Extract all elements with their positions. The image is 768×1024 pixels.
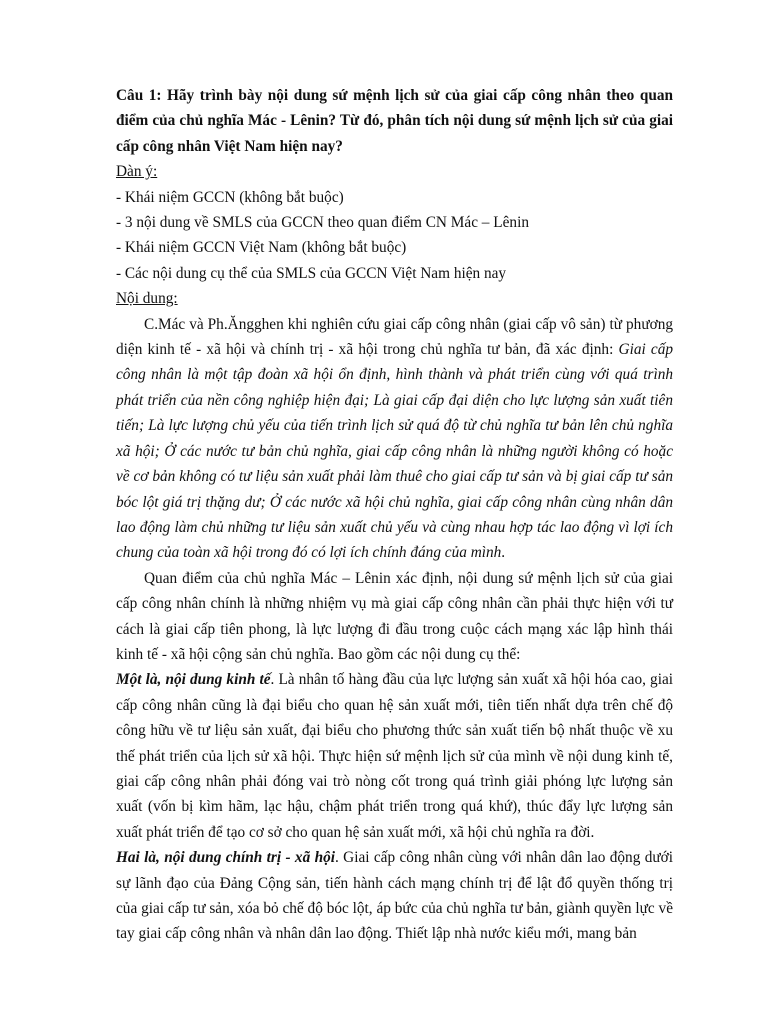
outline-item: - Các nội dung cụ thể của SMLS của GCCN Việt Nam hiện nay	[116, 264, 507, 282]
definition-text: Giai cấp công nhân là một tập đoàn xã hội ổn định, hình thành và phát triển cùng với quá trình phát triển của nền công nghiệp hiện đại; Là giai cấp đại diện cho lực lượng sản xuất tiên tiến; Là lực lượng chủ yếu của tiến trình lịch sử quá độ từ chủ nghĩa tư bản lên chủ nghĩa xã hội; Ở các nước tư bản chủ nghĩa, giai cấp công nhân là những người không có hoặc về cơ bản không có tư liệu sản xuất phải làm thuê cho giai cấp tư sản và bị giai cấp tư sản bóc lột giá trị thặng dư; Ở các nước xã hội chủ nghĩa, giai cấp công nhân cùng nhân dân lao động làm chủ những tư liệu sản xuất chủ yếu và cùng nhau hợp tác lao động vì lợi ích chung của toàn xã hội trong đó có lợi ích chính đáng của mình	[116, 341, 674, 562]
outline-heading	[116, 159, 673, 184]
point-economic	[116, 667, 673, 845]
outline-item: - Khái niệm GCCN Việt Nam (không bắt buộc)	[116, 239, 407, 257]
outline-item: - Khái niệm GCCN (không bắt buộc)	[116, 188, 344, 206]
document-page	[116, 83, 673, 947]
paragraph-mission: Quan điểm của chủ nghĩa Mác – Lênin xác định, nội dung sứ mệnh lịch sử của giai cấp công nhân chính là những nhiệm vụ mà giai cấp công nhân cần phải thực hiện với tư cách là giai cấp tiên phong, là lực lượng đi đầu trong cuộc cách mạng xác lập hình thái kinh tế - xã hội cộng sản chủ nghĩa. Bao gồm các nội dung cụ thể:	[116, 569, 673, 663]
point-political-text: . Giai cấp công nhân cùng với nhân dân lao động dưới sự lãnh đạo của Đảng Cộng sản, tiến hành cách mạng chính trị để lật đổ quyền thống trị của giai cấp tư sản, xóa bỏ chế độ bóc lột, áp bức của chủ nghĩa tư bản, giành quyền lực về tay giai cấp công nhân và nhân dân lao động. Thiết lập nhà nước kiểu mới, mang bản	[116, 849, 673, 943]
outline-item: - 3 nội dung về SMLS của GCCN theo quan điểm CN Mác – Lênin	[116, 214, 529, 232]
point-political-label: Hai là, nội dung chính trị - xã hội	[116, 849, 335, 867]
definition-end: .	[501, 544, 506, 562]
question-title: Câu 1: Hãy trình bày nội dung sứ mệnh lịch sử của giai cấp công nhân theo quan điểm của chủ nghĩa Mác - Lênin? Từ đó, phân tích nội dung sứ mệnh lịch sử của giai cấp công nhân Việt Nam hiện nay?	[116, 87, 673, 155]
point-economic-text: . Là nhân tố hàng đầu của lực lượng sản xuất xã hội hóa cao, giai cấp công nhân cũng là đại biểu cho quan hệ sản xuất mới, tiên tiến nhất dựa trên chế độ công hữu về tư liệu sản xuất, đại biểu cho phương thức sản xuất tiến bộ nhất thuộc về xu thế phát triển của lịch sử xã hội. Thực hiện sứ mệnh lịch sử của mình về nội dung kinh tế, giai cấp công nhân phải đóng vai trò nòng cốt trong quá trình giải phóng lực lượng sản xuất (vốn bị kìm hãm, lạc hậu, chậm phát triển trong quá khứ), thúc đẩy lực lượng sản xuất phát triển để tạo cơ sở cho quan hệ sản xuất mới, xã hội chủ nghĩa ra đời.	[116, 671, 673, 841]
paragraph-intro: C.Mác và Ph.Ăngghen khi nghiên cứu giai cấp công nhân (giai cấp vô sản) từ phương diện kinh tế - xã hội và chính trị - xã hội trong chủ nghĩa tư bản, đã xác định:	[116, 315, 673, 359]
outline-heading-text: Dàn ý:	[116, 163, 158, 181]
paragraph-definition	[116, 312, 673, 566]
content-heading-text: Nội dung:	[116, 290, 178, 308]
point-political	[116, 845, 673, 947]
point-economic-label: Một là, nội dung kinh tế	[116, 671, 271, 689]
content-heading	[116, 286, 673, 311]
